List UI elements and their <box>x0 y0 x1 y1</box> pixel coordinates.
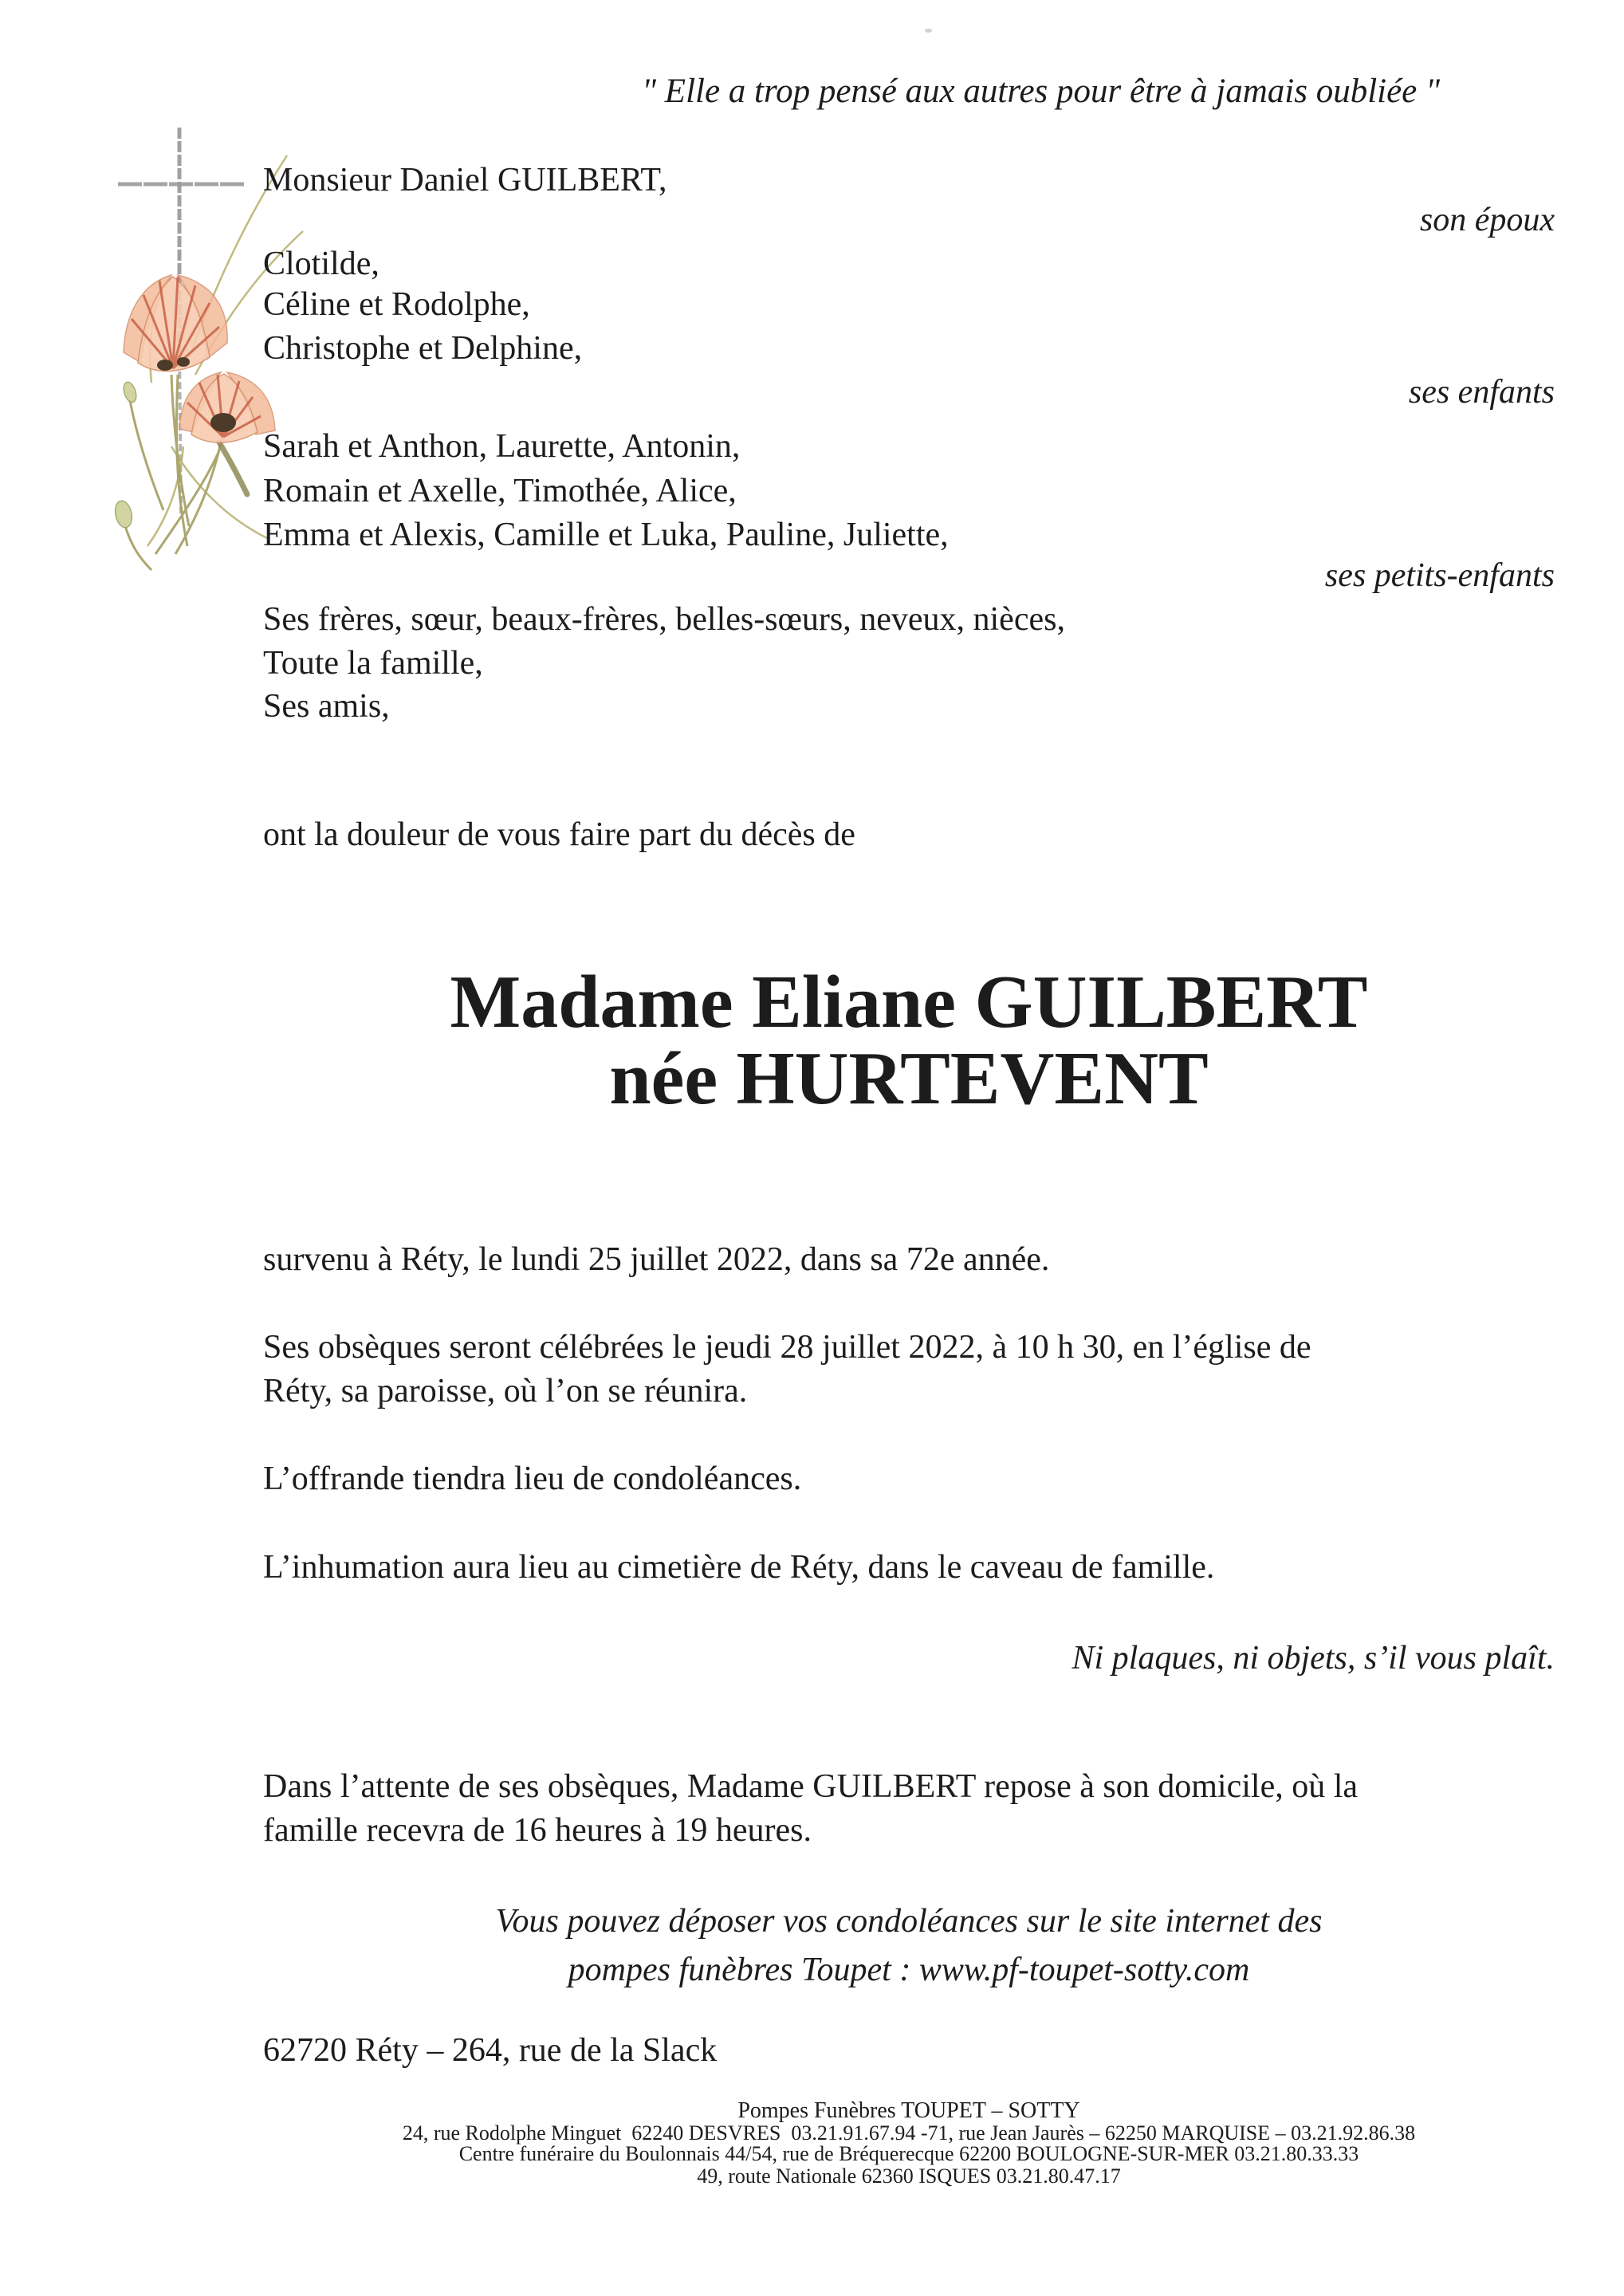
death-details-line: survenu à Réty, le lundi 25 juillet 2022, dans sa 72e année. <box>263 1241 1050 1278</box>
footer-address-line: 24, rue Rodolphe Minguet 62240 DESVRES 03.21.91.67.94 -71, rue Jean Jaurès – 62250 MARQUISE – 03.21.92.86.38 <box>402 2121 1416 2145</box>
family-line: Toute la famille, <box>263 645 483 682</box>
announcement-line: ont la douleur de vous faire part du décès de <box>263 816 855 853</box>
child-line: Christophe et Delphine, <box>263 330 583 367</box>
grandchild-line: Emma et Alexis, Camille et Luka, Pauline, Juliette, <box>263 517 949 553</box>
footer-company-name: Pompes Funèbres TOUPET – SOTTY <box>737 2098 1080 2123</box>
grandchild-line: Romain et Axelle, Timothée, Alice, <box>263 473 737 509</box>
condolences-line: pompes funèbres Toupet : www.pf-toupet-sotty.com <box>568 1952 1250 1988</box>
funeral-details-line: Ses obsèques seront célébrées le jeudi 28 juillet 2022, à 10 h 30, en l’église de <box>263 1329 1311 1366</box>
children-relation-label: ses enfants <box>1408 374 1555 411</box>
offering-line: L’offrande tiendra lieu de condoléances. <box>263 1461 802 1497</box>
child-line: Clotilde, <box>263 246 379 282</box>
funeral-details-line: Réty, sa paroisse, où l’on se réunira. <box>263 1373 748 1409</box>
footer-address-line: 49, route Nationale 62360 ISQUES 03.21.80.47.17 <box>697 2164 1121 2188</box>
maiden-name-title: née HURTEVENT <box>609 1037 1209 1120</box>
repose-line: Dans l’attente de ses obsèques, Madame GUILBERT repose à son domicile, où la <box>263 1768 1359 1805</box>
child-line: Céline et Rodolphe, <box>263 286 530 323</box>
family-line: Ses amis, <box>263 688 390 725</box>
grandchildren-relation-label: ses petits-enfants <box>1324 557 1555 594</box>
request-line: Ni plaques, ni objets, s’il vous plaît. <box>1072 1640 1555 1677</box>
repose-line: famille recevra de 16 heures à 19 heures. <box>263 1812 812 1849</box>
deceased-name-title: Madame Eliane GUILBERT <box>450 961 1368 1044</box>
poppy-flower-lower <box>179 372 275 442</box>
burial-line: L’inhumation aura lieu au cimetière de Réty, dans le caveau de famille. <box>263 1549 1215 1586</box>
grandchild-line: Sarah et Anthon, Laurette, Antonin, <box>263 428 741 465</box>
spouse-relation-label: son époux <box>1419 202 1555 238</box>
scan-artifact-dot <box>925 29 932 33</box>
poppy-leaf <box>219 442 247 494</box>
home-address-line: 62720 Réty – 264, rue de la Slack <box>263 2032 718 2069</box>
spouse-name-line: Monsieur Daniel GUILBERT, <box>263 162 667 199</box>
footer-address-line: Centre funéraire du Boulonnais 44/54, rue de Bréquerecque 62200 BOULOGNE-SUR-MER 03.21.80.33.33 <box>458 2142 1359 2165</box>
family-line: Ses frères, sœur, beaux-frères, belles-sœurs, neveux, nièces, <box>263 601 1065 638</box>
poppy-buds <box>113 380 139 529</box>
condolences-line: Vous pouvez déposer vos condoléances sur le site internet des <box>495 1903 1323 1940</box>
poppy-flower-upper <box>124 275 227 371</box>
epitaph-quote: " Elle a trop pensé aux autres pour être à jamais oubliée " <box>642 73 1441 110</box>
